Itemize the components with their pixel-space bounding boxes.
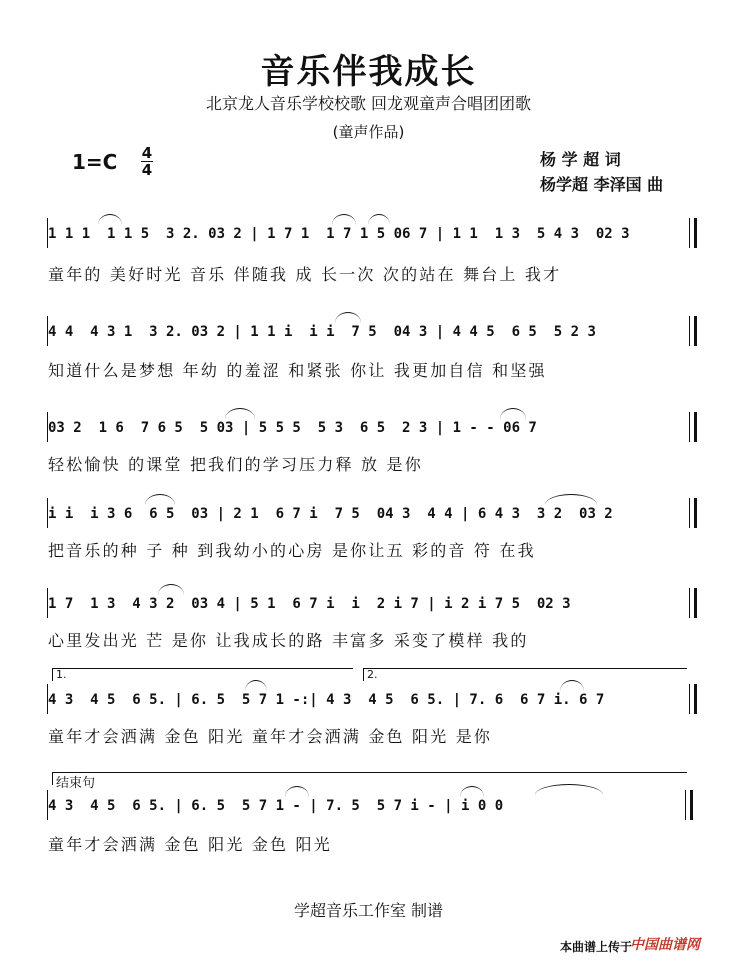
song-category: (童声作品) (332, 123, 405, 141)
time-signature (140, 145, 154, 178)
barline (689, 588, 697, 618)
slur (460, 786, 484, 797)
notation-line-2: 4 4 4 3 1 3 2. 03 2 | 1 1 i i i 7 5 04 3 | 4 4 5 6 5 5 2 3 (48, 324, 596, 340)
notation-line-5: 1 7 1 3 4 3 2 03 4 | 5 1 6 7 i i 2 i 7 | i 2 i 7 5 02 3 (48, 596, 571, 612)
volta-label-1: 1. (56, 668, 67, 681)
slur (332, 214, 356, 225)
slur (98, 214, 122, 225)
slur (245, 680, 267, 691)
slur (285, 786, 309, 797)
barline (689, 218, 697, 248)
barline (689, 412, 697, 442)
song-title: 音乐伴我成长 (260, 52, 477, 92)
coda-label: 结束句 (56, 776, 96, 791)
lyrics-line-3: 轻松愉快 的课堂 把我们的学习压力释 放 是你 (48, 455, 423, 474)
lyrics-line-4: 把音乐的种 子 种 到我幼小的心房 是你让五 彩的音 符 在我 (48, 541, 536, 560)
notation-line-6: 4 3 4 5 6 5. | 6. 5 5 7 1 -:| 4 3 4 5 6 5. | 7. 6 6 7 i. 6 7 (48, 692, 605, 708)
notation-line-1: 1 1 1 1 1 5 3 2. 03 2 | 1 7 1 1 7 1 5 06 7 | 1 1 1 3 5 4 3 02 3 (48, 226, 630, 242)
barline (47, 684, 48, 714)
site-logo: 中国曲谱网 (630, 937, 700, 953)
meter-top: 4 (141, 144, 153, 162)
barline (47, 218, 48, 248)
slur (560, 680, 584, 691)
slur (545, 494, 597, 505)
notation-line-7: 4 3 4 5 6 5. | 6. 5 5 7 1 - | 7. 5 5 7 i - | i 0 0 (48, 798, 504, 814)
composer-credit: 杨学超 李泽国 曲 (540, 175, 664, 194)
lyrics-line-1: 童年的 美好时光 音乐 伴随我 成 长一次 次的站在 舞台上 我才 (48, 265, 562, 284)
meter-bottom: 4 (141, 161, 153, 179)
barline (47, 316, 48, 346)
volta-label-2: 2. (367, 668, 378, 681)
notation-line-4: i i i 3 6 6 5 03 | 2 1 6 7 i 7 5 04 3 4 4 | 6 4 3 3 2 03 2 (48, 506, 613, 522)
song-subtitle: 北京龙人音乐学校校歌 回龙观童声合唱团团歌 (205, 94, 532, 113)
final-barline (685, 790, 693, 820)
barline (689, 498, 697, 528)
slur (500, 408, 526, 419)
lyrics-line-5: 心里发出光 芒 是你 让我成长的路 丰富多 采变了模样 我的 (48, 631, 529, 650)
lyrics-line-7: 童年才会洒满 金色 阳光 金色 阳光 (48, 835, 332, 854)
barline (689, 316, 697, 346)
barline (47, 412, 48, 442)
slur (535, 784, 603, 795)
volta-bracket-1 (52, 668, 353, 681)
slur (225, 408, 255, 419)
coda-bracket (52, 772, 687, 785)
barline (47, 588, 48, 618)
lyrics-line-6: 童年才会洒满 金色 阳光 童年才会洒满 金色 阳光 是你 (48, 727, 493, 746)
notation-line-3: 03 2 1 6 7 6 5 5 03 | 5 5 5 5 3 6 5 2 3 | 1 - - 06 7 (48, 420, 537, 436)
slur (368, 214, 390, 225)
upload-note: 本曲谱上传于 (560, 940, 633, 954)
slur (145, 494, 175, 505)
volta-bracket-2 (363, 668, 687, 681)
barline (47, 498, 48, 528)
key-signature: 1=C (72, 150, 118, 174)
slur (158, 584, 184, 595)
engraver-credit: 学超音乐工作室 制谱 (293, 901, 444, 920)
slur (335, 312, 361, 323)
lyricist-credit: 杨 学 超 词 (540, 150, 621, 169)
barline (689, 684, 697, 714)
lyrics-line-2: 知道什么是梦想 年幼 的羞涩 和紧张 你让 我更加自信 和坚强 (48, 361, 547, 380)
barline (47, 790, 48, 820)
